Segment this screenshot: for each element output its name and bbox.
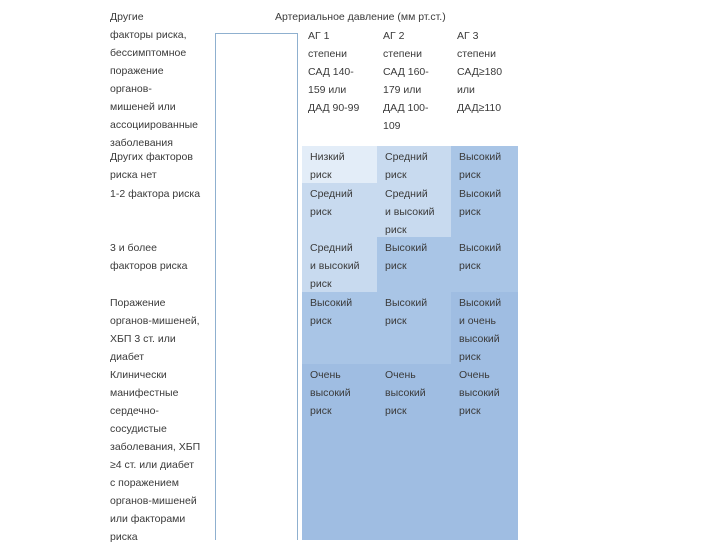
- cell-r3-c1: [377, 292, 451, 364]
- cell-r2-c0: [302, 237, 377, 292]
- cell-r2-c2: [451, 237, 518, 292]
- column-header-ag2: АГ 2 степени САД 160- 179 или ДАД 100- 109: [383, 30, 429, 132]
- column-header-ag1: АГ 1 степени САД 140- 159 или ДАД 90-99: [308, 30, 360, 114]
- cell-r2-c1: [377, 237, 451, 292]
- cell-text: Очень высокий риск: [310, 369, 351, 417]
- cell-text: Средний и высокий риск: [385, 188, 435, 236]
- cell-r4-c1: [377, 364, 451, 540]
- blank-column: [215, 33, 298, 540]
- cell-text: Средний риск: [310, 188, 353, 218]
- cell-r4-c2: [451, 364, 518, 540]
- cell-text: Высокий риск: [310, 297, 353, 327]
- column-header-ag3: АГ 3 степени САД≥180 или ДАД≥110: [457, 30, 503, 114]
- cell-text: Средний риск: [385, 151, 428, 181]
- cell-r1-c0: [302, 183, 377, 237]
- cell-r0-c1: [377, 146, 451, 183]
- row-label-1-2-factors: 1-2 фактора риска: [110, 188, 201, 200]
- cell-text: Высокий риск: [459, 151, 502, 181]
- cell-text: Очень высокий риск: [385, 369, 426, 417]
- cell-text: Средний и высокий риск: [310, 242, 360, 290]
- cell-text: Высокий риск: [385, 297, 428, 327]
- row-label-no-factors: Других факторов риска нет: [110, 151, 193, 181]
- cell-r1-c1: [377, 183, 451, 237]
- row-label-clinical-disease: Клинически манифестные сердечно- сосудистые заболевания, ХБП ≥4 ст. или диабет с поражением органов-мишеней или факторами риска: [110, 369, 201, 543]
- cell-r3-c0: [302, 292, 377, 364]
- cell-r0-c0: [302, 146, 377, 183]
- cell-text: Очень высокий риск: [459, 369, 500, 417]
- row-label-3-factors: 3 и более факторов риска: [110, 242, 188, 272]
- bp-header-title: Артериальное давление (мм рт.ст.): [275, 11, 446, 23]
- cell-text: Низкий риск: [310, 151, 345, 181]
- cell-r1-c2: [451, 183, 518, 237]
- cell-text: Высокий риск: [459, 188, 502, 218]
- cell-r3-c2: [451, 292, 518, 364]
- cell-text: Высокий и очень высокий риск: [459, 297, 502, 363]
- cell-r0-c2: [451, 146, 518, 183]
- cell-text: Высокий риск: [385, 242, 428, 272]
- row-header-title: Другие факторы риска, бессимптомное поражение органов- мишеней или ассоциированные заболевания: [110, 11, 199, 149]
- row-label-organ-damage: Поражение органов-мишеней, ХБП 3 ст. или диабет: [110, 297, 200, 363]
- cell-r4-c0: [302, 364, 377, 540]
- cell-text: Высокий риск: [459, 242, 502, 272]
